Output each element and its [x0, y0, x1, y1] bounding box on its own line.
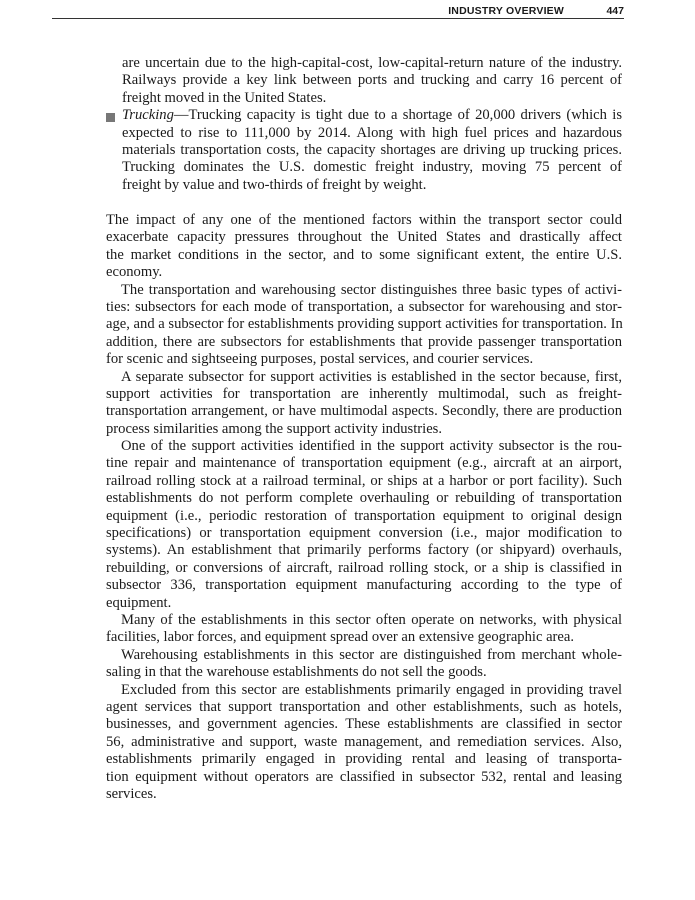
text-line: services.: [106, 785, 157, 802]
text-line: [122, 107, 622, 124]
text-line: subsector 336, transportation equipment manufacturing according to the type of: [106, 577, 622, 594]
text-line: One of the support activities identified in the support activity subsector is the rou-: [121, 438, 622, 455]
text-line: exacerbate capacity pressures throughout the United States and drastically affect: [106, 229, 622, 246]
text-line: 56, administrative and support, waste management, and remediation services. Also,: [106, 733, 622, 750]
text-line: expected to rise to 111,000 by 2014. Along with high fuel prices and hazardous: [122, 124, 622, 141]
text-line: transportation arrangement, or have multimodal aspects. Secondly, there are production: [106, 403, 622, 420]
text-line: economy.: [106, 264, 163, 281]
text-line: Trucking dominates the U.S. domestic freight industry, moving 75 percent of: [122, 159, 622, 176]
text-line: facilities, labor forces, and equipment spread over an extensive geographic area.: [106, 629, 575, 646]
paragraph: [106, 369, 622, 439]
text-line: ties: subsectors for each mode of transportation, a subsector for warehousing and stor-: [106, 298, 622, 315]
text-line: systems). An establishment that primarily performs factory (or shipyard) overhauls,: [106, 542, 622, 559]
text-line: age, and a subsector for establishments providing support activities for transportation. In: [106, 316, 623, 333]
text-line: A separate subsector for support activities is established in the sector because, first,: [121, 368, 622, 385]
body-text: [106, 212, 622, 803]
text-line: addition, there are subsectors for establishments that provide passenger transportation: [106, 333, 622, 350]
text-line: equipment.: [106, 594, 172, 611]
square-bullet-icon: [106, 113, 115, 122]
text-line: railroad rolling stock at a railroad terminal, or ships at a harbor or port facility). Such: [106, 472, 622, 489]
text-line: The impact of any one of the mentioned factors within the transport sector could: [106, 212, 622, 228]
text-line: The transportation and warehousing sector distinguishes three basic types of activi-: [121, 281, 622, 298]
text-line: tine repair and maintenance of transportation equipment (e.g., aircraft at an airport,: [106, 455, 622, 472]
paragraph: [106, 682, 622, 804]
bullet-list: [122, 55, 622, 194]
paragraph: [106, 647, 622, 682]
text-line: tion equipment without operators are classified in subsector 532, rental and leasing: [106, 768, 622, 785]
text-line: the market conditions in the sector, and to some significant extent, the entire U.S.: [106, 246, 622, 263]
text-line: Warehousing establishments in this sector are distinguished from merchant whole-: [121, 646, 622, 663]
paragraph: [106, 612, 622, 647]
text-line: agent services that support transportation and other establishments, such as hotels,: [106, 698, 622, 715]
text-line: Many of the establishments in this sector often operate on networks, with physical: [121, 611, 622, 628]
paragraph: [106, 212, 622, 282]
text-line: materials transportation costs, the capacity shortages are driving up trucking prices.: [122, 141, 622, 158]
text-line: equipment (i.e., periodic restoration of transportation equipment to original design: [106, 507, 622, 524]
text-line: support activities for transportation are inherently multimodal, such as freight-: [106, 385, 622, 402]
text-line: freight moved in the United States.: [122, 89, 327, 106]
text-line: process similarities among the support activity industries.: [106, 420, 443, 437]
text-line: rebuilding, or conversions of aircraft, railroad rolling stock, or a ship is classified in: [106, 559, 622, 576]
paragraph: [106, 438, 622, 612]
text-line: Railways provide a key link between ports and trucking and carry 16 percent of: [122, 72, 622, 89]
paragraph: [106, 282, 622, 369]
page-number: 447: [606, 5, 624, 17]
text-line: specifications) or transportation equipment conversion (i.e., major modification to: [106, 525, 622, 542]
bullet-term: Trucking: [122, 107, 174, 124]
text-line: establishments do not perform complete overhauling or rebuilding of transportation: [106, 490, 622, 507]
text-line: freight by value and two-thirds of freight by weight.: [122, 176, 427, 193]
running-header: [52, 4, 624, 19]
text-line: establishments primarily engaged in providing rental and leasing of transporta-: [106, 751, 622, 768]
running-head-title: INDUSTRY OVERVIEW: [448, 5, 564, 17]
bullet-continuation: [122, 55, 622, 107]
bullet-text: —Trucking capacity is tight due to a shortage of 20,000 drivers (which is: [173, 107, 622, 124]
text-line: are uncertain due to the high-capital-cost, low-capital-return nature of the industry.: [122, 55, 622, 71]
bullet-item-trucking: [122, 107, 622, 194]
text-line: Excluded from this sector are establishments primarily engaged in providing travel: [121, 681, 622, 698]
text-line: saling in that the warehouse establishments do not sell the goods.: [106, 664, 487, 681]
text-line: businesses, and government agencies. These establishments are classified in sector: [106, 716, 622, 733]
text-line: for scenic and sightseeing purposes, postal services, and courier services.: [106, 351, 534, 368]
